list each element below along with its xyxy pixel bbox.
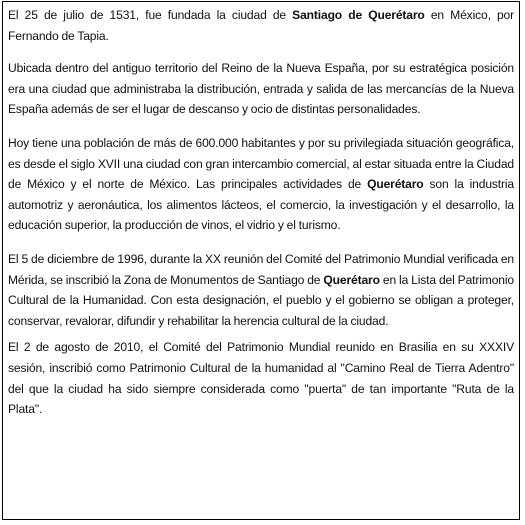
paragraph-location: [8, 58, 514, 120]
bold-city-name: Querétaro: [323, 272, 380, 287]
paragraph-text: Ubicada dentro del antiguo territorio del Reino de la Nueva España, por su estratégica posición era una ciudad que administraba la distribución, entrada y salida de las mercancías de la Nueva España además de ser el lugar de descanso y ocio de distintas personalidades.: [8, 61, 514, 117]
bold-city-name: Querétaro: [367, 177, 424, 192]
paragraph-heritage-1996: [8, 249, 514, 331]
document-frame: [2, 1, 520, 520]
paragraph-heritage-2010: [8, 337, 514, 419]
paragraph-text: El 5 de diciembre de 1996, durante la XX reunión del Comité del Patrimonio Mundial verificada en Mérida, se inscribió la Zona de Monumentos de Santiago de: [8, 251, 514, 287]
paragraph-text: El 25 de julio de 1531, fue fundada la ciudad de: [8, 8, 293, 22]
paragraph-text: Hoy tiene una población de más de 600.000 habitantes y por su privilegiada situación geográfica, es desde el siglo XVII una ciudad con gran intercambio comercial, al estar situada entre la Ciudad de México y el norte de México. Las principales actividades de: [8, 135, 514, 192]
paragraph-text: son la industria automotriz y aeronáutica, los alimentos lácteos, el comercio, la investigación y el desarrollo, la educación superior, la producción de vinos, el vidrio y el turismo.: [8, 177, 514, 233]
paragraph-population: [8, 133, 514, 236]
paragraph-founding: [8, 5, 514, 46]
bold-city-name: Santiago de Querétaro: [292, 8, 425, 22]
paragraph-text: El 2 de agosto de 2010, el Comité del Patrimonio Mundial reunido en Brasilia en su XXXIV sesión, inscribió como Patrimonio Cultural de la humanidad al "Camino Real de Tierra Adentro" del que la ciudad ha sido siempre considerada como "puerta" de tan importante "Ruta de la Plata".: [8, 340, 514, 417]
paragraph-text: en la Lista del Patrimonio Cultural de la Humanidad. Con esta designación, el pueblo y el gobierno se obligan a proteger, conservar, revalorar, difundir y rehabilitar la herencia cultural de la ciudad.: [8, 272, 514, 328]
paragraph-text: en México, por Fernando de Tapia.: [8, 8, 515, 43]
